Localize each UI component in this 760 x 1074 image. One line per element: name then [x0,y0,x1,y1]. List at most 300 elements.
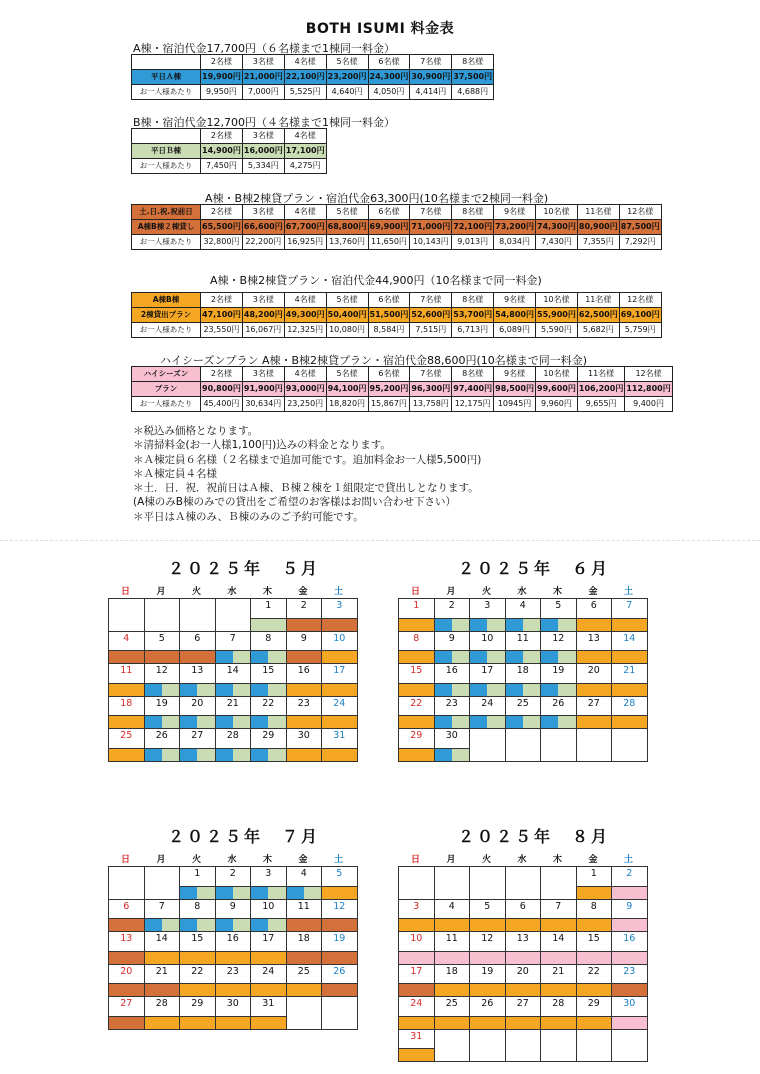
day-number: 6 [590,600,597,611]
day-band [180,748,215,761]
band-right [268,1017,285,1029]
day-number: 13 [191,665,204,676]
band-right [416,684,433,696]
day-band [399,918,434,931]
band-right [487,716,504,728]
header-cell: 4名様 [284,55,326,70]
day-number: 31 [262,998,275,1009]
band-right [629,919,646,931]
row-label: お一人様あたり [132,397,201,412]
calendar-day [470,664,506,697]
day-band [612,650,647,663]
band-right [233,952,250,964]
calendar-day [251,697,287,730]
header-cell: 9名様 [494,293,536,308]
day-number: 23 [623,965,636,977]
day-band [109,918,144,931]
day-number: 27 [516,998,529,1009]
band-left [322,619,339,631]
day-band [322,918,357,931]
weekday-label: 日 [410,855,420,865]
day-number: 22 [410,697,423,709]
weekday-label: 水 [227,587,237,597]
band-right [452,1017,469,1029]
day-band [506,1016,541,1029]
day-number: 9 [229,900,236,912]
band-left [145,716,162,728]
price-cell: 65,500円 [201,220,243,235]
calendar-empty [216,599,252,632]
calendar-day [216,997,252,1030]
row-label: 2棟貸出プラン [132,308,201,323]
day-number: 14 [552,933,565,944]
weekday-label: 火 [481,855,491,865]
day-number: 23 [226,965,239,977]
price-cell: 87,500円 [619,220,661,235]
band-right [162,684,179,696]
band-left [145,952,162,964]
band-left [435,684,452,696]
band-right [197,716,214,728]
band-left [470,651,487,663]
day-number: 1 [265,600,272,611]
calendar-day [435,900,471,933]
header-cell: 7名様 [410,367,452,382]
header-cell: 8名様 [452,293,494,308]
header-cell: 5名様 [326,205,368,220]
day-number: 11 [297,900,310,912]
calendar-day [180,729,216,762]
band-left [109,749,126,761]
band-right [162,952,179,964]
header-cell: 2名様 [201,205,243,220]
day-band [251,951,286,964]
day-band [399,983,434,996]
band-left [109,651,126,663]
calendar-empty [399,867,435,900]
table-a-price [131,54,494,100]
day-band [612,983,647,996]
calendar-empty [322,997,358,1030]
price-cell: 93,000円 [284,382,326,397]
day-band [435,951,470,964]
band-right [487,1017,504,1029]
day-band [506,715,541,728]
day-number: 25 [297,965,310,977]
table-row [132,70,494,85]
calendar-title: ２０２５年 ５月 [168,559,321,578]
day-number: 10 [481,632,494,644]
band-left [577,984,594,996]
band-right [197,684,214,696]
day-band [216,748,251,761]
day-number: 26 [155,730,168,741]
price-cell: 22,200円 [242,235,284,250]
day-band [180,715,215,728]
day-number: 10 [262,900,275,912]
band-left [435,952,452,964]
calendar-day [180,632,216,665]
band-left [435,919,452,931]
calendar-empty [287,997,323,1030]
price-cell: 10945円 [494,397,536,412]
weekday-label: 火 [191,855,201,865]
calendar-day [216,867,252,900]
day-number: 22 [191,965,204,977]
day-band [612,951,647,964]
day-number: 29 [262,730,275,741]
weekday-label: 水 [517,587,527,597]
price-cell: 8,034円 [494,235,536,250]
calendar-day [322,932,358,965]
price-cell: 18,820円 [326,397,368,412]
day-band [577,1016,612,1029]
price-cell: 9,013円 [452,235,494,250]
price-cell: 4,050円 [368,85,410,100]
header-cell: 3名様 [242,129,284,144]
price-cell: 97,400円 [452,382,494,397]
band-right [197,887,214,899]
day-band [287,886,322,899]
day-number: 19 [552,665,565,676]
note-item: ＊Ａ棟定員６名様（２名様まで追加可能です。追加料金お一人様5,500円) [133,453,482,466]
day-number: 19 [155,697,168,709]
weekday-label: 日 [120,587,130,597]
header-cell: 8名様 [452,205,494,220]
day-number: 25 [516,697,529,709]
band-left [506,651,523,663]
calendar-day [470,697,506,730]
price-cell: 7,355円 [577,235,619,250]
band-right [487,684,504,696]
weekday-label: 水 [227,855,237,865]
header-cell: 3名様 [242,55,284,70]
band-left [577,716,594,728]
band-left [322,651,339,663]
calendar-day [435,932,471,965]
price-cell: 72,100円 [452,220,494,235]
weekday-label: 木 [262,855,272,865]
corner-cell [132,129,201,144]
band-right [452,684,469,696]
calendar-day [287,932,323,965]
band-left [251,952,268,964]
calendar-day [470,932,506,965]
band-right [523,716,540,728]
day-band [180,1016,215,1029]
day-number: 30 [297,730,310,741]
calendar-empty [145,867,181,900]
day-band [180,951,215,964]
calendar-empty [180,599,216,632]
band-right [126,919,143,931]
day-band [470,1016,505,1029]
band-left [251,684,268,696]
calendar-day [287,729,323,762]
calendar-grid [398,866,648,1062]
table-d-caption: A棟・B棟2棟貸プラン・宿泊代金44,900円（10名様まで同一料金) [210,274,542,287]
day-band [470,618,505,631]
header-cell: 12名様 [625,367,672,382]
header-cell: 4名様 [284,367,326,382]
band-right [233,749,250,761]
day-band [109,748,144,761]
band-left [109,716,126,728]
band-left [251,887,268,899]
day-number: 6 [194,632,201,644]
day-band [180,983,215,996]
day-number: 9 [300,632,307,644]
band-left [216,984,233,996]
notes [133,424,481,524]
calendar-day [506,599,542,632]
calendar-day [470,900,506,933]
price-cell: 14,900円 [201,144,243,159]
day-band [541,618,576,631]
price-cell: 17,100円 [284,144,326,159]
calendar-day [577,932,613,965]
day-number: 2 [300,600,307,611]
band-left [322,952,339,964]
price-cell: 32,800円 [201,235,243,250]
band-right [268,716,285,728]
price-cell: 80,900円 [577,220,619,235]
day-band [470,951,505,964]
calendar-day [322,965,358,998]
band-right [416,952,433,964]
header-row [132,293,662,308]
calendar-day [399,729,435,762]
band-left [577,619,594,631]
band-right [594,619,611,631]
calendar-day [180,664,216,697]
day-band [435,650,470,663]
day-number: 26 [481,998,494,1009]
price-cell: 9,655円 [577,397,624,412]
calendar-day [287,697,323,730]
day-number: 9 [448,632,455,644]
day-number: 15 [587,933,600,944]
day-number: 3 [413,900,420,912]
day-band [145,650,180,663]
band-right [304,919,321,931]
band-right [197,651,214,663]
day-band [251,983,286,996]
price-cell: 15,867円 [368,397,410,412]
day-number: 11 [445,933,458,944]
band-right [233,1017,250,1029]
price-cell: 7,450円 [201,159,243,174]
calendar-empty [109,599,145,632]
price-cell: 106,200円 [577,382,624,397]
day-number: 17 [481,665,494,676]
price-cell: 6,089円 [494,323,536,338]
band-left [145,684,162,696]
band-right [268,749,285,761]
day-number: 24 [262,965,275,977]
calendar-empty [470,1030,506,1063]
day-number: 5 [484,900,491,912]
band-right [487,619,504,631]
row-label: A棟B棟２棟貸し [132,220,201,235]
calendar-day [470,965,506,998]
calendar-day [541,997,577,1030]
price-cell: 94,100円 [326,382,368,397]
price-cell: 69,900円 [368,220,410,235]
calendar-day [180,900,216,933]
day-number: 17 [333,665,346,676]
day-number: 4 [123,632,130,644]
day-band [145,918,180,931]
band-right [629,887,646,899]
day-number: 28 [155,998,168,1009]
calendar-day [435,965,471,998]
calendar-empty [435,1030,471,1063]
calendar-day [506,965,542,998]
table-row [132,308,662,323]
day-band [251,886,286,899]
band-left [287,684,304,696]
band-left [541,1017,558,1029]
band-right [162,716,179,728]
day-band [216,715,251,728]
day-number: 27 [191,730,204,741]
calendar-day [216,965,252,998]
day-band [470,918,505,931]
calendar-empty [541,729,577,762]
band-left [216,952,233,964]
row-label: お一人様あたり [132,323,201,338]
band-left [470,619,487,631]
band-left [577,1017,594,1029]
day-band [506,618,541,631]
day-band [287,983,322,996]
price-cell: 6,713円 [452,323,494,338]
calendar-grid [108,866,358,1030]
price-cell: 13,758円 [410,397,452,412]
day-band [541,683,576,696]
weekday-label: 土 [333,587,343,597]
calendar-day [145,900,181,933]
calendar-day [577,997,613,1030]
day-band [109,951,144,964]
calendar-day [145,697,181,730]
band-right [523,952,540,964]
header-cell: 8名様 [452,367,494,382]
band-right [233,651,250,663]
price-cell: 9,400円 [625,397,672,412]
table-row [132,144,327,159]
band-left [435,619,452,631]
calendar-day [287,900,323,933]
band-left [506,984,523,996]
band-left [287,716,304,728]
calendar-day [399,965,435,998]
price-cell: 12,325円 [284,323,326,338]
price-cell: 95,200円 [368,382,410,397]
row-label: お一人様あたり [132,85,201,100]
calendar-day [251,867,287,900]
calendar-day [506,664,542,697]
band-left [506,716,523,728]
band-right [339,984,356,996]
day-number: 31 [410,1030,423,1042]
band-right [523,651,540,663]
band-left [470,984,487,996]
price-cell: 74,300円 [536,220,578,235]
band-left [180,1017,197,1029]
price-cell: 5,682円 [577,323,619,338]
band-right [487,651,504,663]
day-number: 9 [626,900,633,912]
calendar-day [577,632,613,665]
calendar-day [506,997,542,1030]
price-cell: 7,000円 [242,85,284,100]
band-left [145,919,162,931]
band-right [629,952,646,964]
band-left [216,684,233,696]
calendar-day [435,632,471,665]
day-number: 30 [226,998,239,1009]
day-number: 20 [191,697,204,709]
calendar-day [612,867,648,900]
calendar-day [577,697,613,730]
price-cell: 66,600円 [242,220,284,235]
calendar-day [180,697,216,730]
weekday-label: 月 [156,587,166,597]
band-right [558,919,575,931]
band-right [523,984,540,996]
band-left [399,749,416,761]
note-item: (A棟のみB棟のみでの貸出をご希望のお客様はお問い合わせ下さい） [133,496,456,509]
header-row [132,55,494,70]
band-left [216,651,233,663]
band-left [612,619,629,631]
table-c-price [131,204,662,250]
day-band [322,618,357,631]
calendar-day [322,697,358,730]
band-left [399,1017,416,1029]
day-number: 1 [194,868,201,879]
band-left [322,887,339,899]
band-left [216,716,233,728]
day-number: 30 [623,998,636,1009]
calendar-day [577,867,613,900]
table-row [132,235,662,250]
weekday-label: 木 [552,587,562,597]
day-band [109,650,144,663]
day-number: 21 [623,665,636,676]
header-cell: 9名様 [494,367,536,382]
price-cell: 5,590円 [536,323,578,338]
calendar-day [470,632,506,665]
band-right [233,887,250,899]
band-left [435,984,452,996]
calendar-empty [506,867,542,900]
band-right [304,684,321,696]
day-band [506,683,541,696]
band-right [268,952,285,964]
price-cell: 5,334円 [242,159,284,174]
band-left [399,684,416,696]
day-band [399,715,434,728]
day-band [287,683,322,696]
day-number: 16 [445,665,458,676]
calendar-day [216,729,252,762]
band-left [541,984,558,996]
day-band [251,683,286,696]
day-number: 24 [481,697,494,709]
